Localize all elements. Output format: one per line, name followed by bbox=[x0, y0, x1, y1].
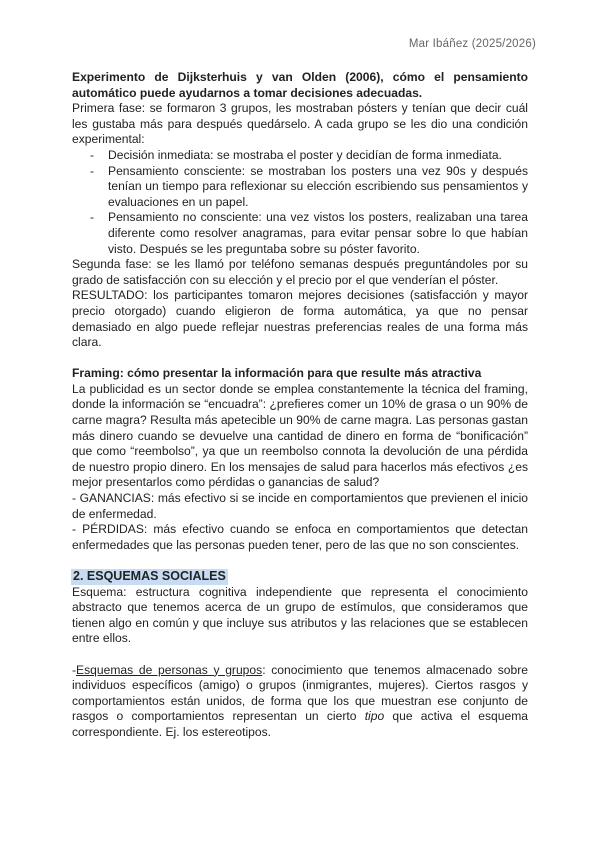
experiment-phase-1: Primera fase: se formaron 3 grupos, les mostraban pósters y tenían que decir cuál les gustaba más para después quedárselo. A cada grupo se les dio una condición experimental: bbox=[72, 101, 528, 147]
condition-list bbox=[72, 148, 528, 257]
document-body bbox=[72, 70, 528, 741]
condition-item: - Pensamiento consciente: se mostraban los posters una vez 90s y después tenían un tiempo para reflexionar su elección escribiendo sus pensamientos y evaluaciones en un papel. bbox=[72, 164, 528, 211]
schema-definition: Esquema: estructura cognitiva independiente que representa el conocimiento abstracto que tenemos acerca de un grupo de estímulos, que consideramos que tienen algo en común y que incluye sus atributos y las relaciones que se establecen entre ellos. bbox=[72, 584, 528, 646]
experiment-result: RESULTADO: los participantes tomaron mejores decisiones (satisfacción y mayor precio otorgado) cuando eligieron de forma automática, ya que no pensar demasiado en algo puede reflejar nuestras preferencias reales de una forma más clara. bbox=[72, 288, 528, 350]
section-title: 2. ESQUEMAS SOCIALES bbox=[73, 569, 226, 583]
framing-body: La publicidad es un sector donde se emplea constantemente la técnica del framing, donde la información se “encuadra”: ¿prefieres comer un 10% de grasa o un 90% de carne magra? Resulta más apetecible un 90% de carne magra. Las personas gastan más dinero cuando se devuelve una cantidad de dinero en forma de “bonificación” que como “reembolso”, ya que un reembolso connota la devolución de una pérdida de nuestro propio dinero. En los mensajes de salud para hacerlos más efectivos ¿es mejor presentarlos como pérdidas o ganancias de salud? bbox=[72, 381, 528, 490]
experiment-title: Experimento de Dijksterhuis y van Olden (2006), cómo el pensamiento automático puede ayudarnos a tomar decisiones adecuadas. bbox=[72, 70, 528, 100]
schemas-italic: tipo bbox=[364, 709, 385, 724]
schemas-text-1: : conocimiento que tenemos almacenado sobre individuos específicos (amigo) o grupos (inmigrantes, mujeres). Ciertos rasgos y comportamientos están unidos, de forma que los que muestran ese conjunto de rasgos o comportamientos representan un cierto bbox=[72, 662, 528, 724]
schemas-text-2: que activa el esquema correspondiente. Ej. los estereotipos. bbox=[72, 709, 529, 739]
framing-title: Framing: cómo presentar la información para que resulte más atractiva bbox=[72, 366, 482, 381]
experiment-phase-2: Segunda fase: se les llamó por teléfono semanas después preguntándoles por su grado de satisfacción con su elección y el precio por el que venderían el póster. bbox=[72, 257, 528, 287]
schemas-prefix: - bbox=[72, 662, 77, 677]
schemas-persons-groups bbox=[72, 663, 528, 741]
framing-gains: - GANANCIAS: más efectivo si se incide en comportamientos que previenen el inicio de enfermedad. bbox=[72, 491, 528, 521]
schemas-term: Esquemas de personas y grupos bbox=[76, 662, 263, 677]
framing-losses: - PÉRDIDAS: más efectivo cuando se enfoca en comportamientos que detectan enfermedades que las personas pueden tener, pero de las que no son conscientes. bbox=[72, 522, 528, 552]
page-header: Mar Ibáñez (2025/2026) bbox=[408, 38, 536, 50]
condition-item: - Pensamiento no consciente: una vez vistos los posters, realizaban una tarea diferente como resolver anagramas, para evitar pensar sobre lo que habían visto. Después se les preguntaba sobre su póster favorito. bbox=[72, 210, 528, 257]
condition-item: - Decisión inmediata: se mostraba el poster y decidían de forma inmediata. bbox=[72, 148, 528, 164]
